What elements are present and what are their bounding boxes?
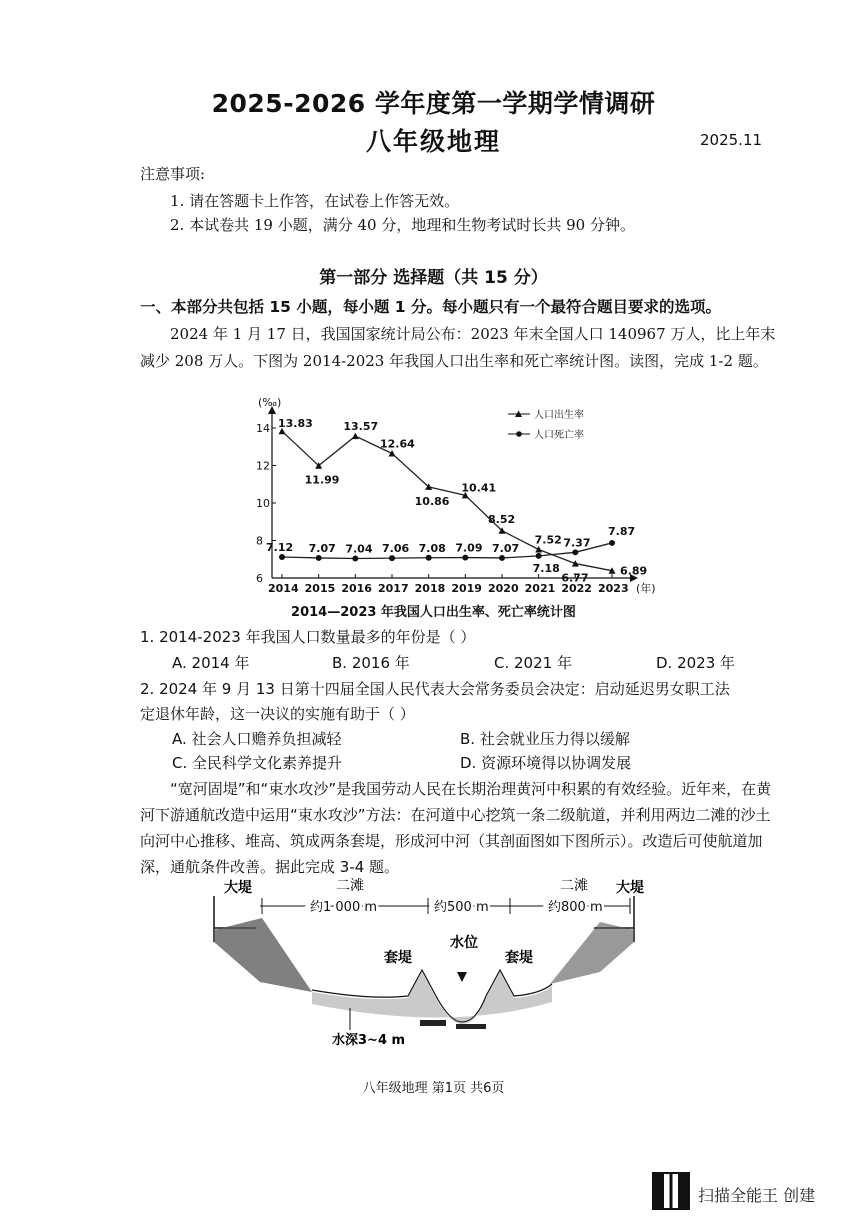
river-cross-section-diagram xyxy=(200,872,680,1052)
exam-date: 2025.11 xyxy=(700,131,763,149)
death-rate-data-label: 7.37 xyxy=(563,536,591,550)
birth-rate-point xyxy=(352,433,359,440)
middle-width-label: 约500 m xyxy=(434,900,489,915)
birth-rate-data-label: 12.64 xyxy=(380,437,415,451)
passage-yellow-river: “宽河固堤”和“束水攻沙”是我国劳动人民在长期治理黄河中积累的有效经验。近年来，在黄河下游通航改造中运用“束水攻沙”方法：在河道中心挖筑一条二级航道，并利用两边二滩的沙土向河中心推移、堆高、筑成两条套堤，形成河中河（其剖面图如下图所示）。改造后可使航道加深，通航条件改善。据此完成 3-4 题。 xyxy=(140,780,772,876)
death-rate-data-label: 7.07 xyxy=(308,541,336,555)
death-rate-point xyxy=(536,553,542,559)
question-1-stem: 1. 2014-2023 年我国人口数量最多的年份是（ ） xyxy=(140,628,476,646)
birth-rate-data-label: 13.57 xyxy=(343,420,379,434)
question-2-stem: 2. 2024 年 9 月 13 日第十四届全国人民代表大会常务委员会决定：启动延迟男女职工法 xyxy=(140,680,730,698)
x-tick-label: 2018 xyxy=(414,582,446,595)
q1-option-a: A. 2014 年 xyxy=(172,654,250,672)
q1-option-c: C. 2021 年 xyxy=(494,654,572,672)
notice-heading: 注意事项: xyxy=(140,165,206,183)
birth-rate-data-label: 10.41 xyxy=(461,481,497,495)
death-rate-data-label: 7.08 xyxy=(418,541,446,555)
death-rate-point xyxy=(499,555,505,561)
death-rate-data-label: 7.06 xyxy=(382,542,410,556)
legend-death-label: 人口死亡率 xyxy=(534,430,584,441)
section-instruction: 一、本部分共包括 15 小题，每小题 1 分。每小题只有一个最符合题目要求的选项。 xyxy=(140,298,721,316)
q2-option-c: C. 全民科学文化素养提升 xyxy=(172,754,343,772)
right-levee-label: 套堤 xyxy=(505,950,533,966)
x-tick-label: 2023 xyxy=(598,582,629,595)
death-rate-data-label: 7.18 xyxy=(532,561,560,575)
death-rate-point xyxy=(352,556,358,562)
q1-option-d: D. 2023 年 xyxy=(656,654,736,672)
water-depth-label: 水深3~4 m xyxy=(332,1033,406,1048)
population-rate-chart xyxy=(230,398,670,598)
birth-rate-data-label: 6.89 xyxy=(620,564,648,578)
x-tick-label: 2017 xyxy=(378,582,409,595)
y-axis-label: (‰) xyxy=(258,398,282,409)
notice-item: 2. 本试卷共 19 小题，满分 40 分，地理和生物考试时长共 90 分钟。 xyxy=(170,216,635,234)
left-width-label: 约1 000 m xyxy=(310,900,378,915)
right-dike-label: 大堤 xyxy=(616,880,644,896)
y-tick-label: 14 xyxy=(256,422,270,435)
birth-rate-point xyxy=(389,450,396,457)
water-level-label: 水位 xyxy=(450,935,478,951)
x-tick-label: 2014 xyxy=(268,582,299,595)
birth-rate-data-label: 7.52 xyxy=(534,533,562,547)
legend-birth-label: 人口出生率 xyxy=(534,410,584,421)
page-footer: 八年级地理 第1页 共6页 xyxy=(362,1081,505,1096)
right-width-label: 约800 m xyxy=(548,900,603,915)
death-rate-point xyxy=(426,555,432,561)
scanner-watermark: 扫描全能王 创建 xyxy=(698,1186,816,1205)
x-axis-label: (年) xyxy=(636,582,656,595)
x-tick-label: 2020 xyxy=(488,582,519,595)
y-tick-label: 12 xyxy=(256,459,270,473)
left-shoal-label: 二滩 xyxy=(336,878,364,894)
section-title: 第一部分 选择题（共 15 分） xyxy=(319,268,548,288)
x-tick-label: 2015 xyxy=(304,582,336,595)
death-rate-point xyxy=(316,555,322,561)
legend-death-marker xyxy=(516,431,522,437)
x-tick-label: 2019 xyxy=(451,582,482,595)
birth-rate-point xyxy=(535,546,542,553)
y-tick-label: 8 xyxy=(256,534,263,548)
death-rate-point xyxy=(389,555,395,561)
death-rate-data-label: 7.07 xyxy=(492,541,520,555)
x-tick-label: 2022 xyxy=(561,582,592,595)
question-2-stem-cont: 定退休年龄，这一决议的实施有助于（ ） xyxy=(140,705,415,723)
exam-title: 2025-2026 学年度第一学期学情调研 xyxy=(211,89,656,118)
left-levee-label: 套堤 xyxy=(384,950,412,966)
death-rate-data-label: 7.12 xyxy=(266,541,294,554)
x-tick-label: 2016 xyxy=(341,582,372,595)
qr-code-icon xyxy=(652,1172,690,1210)
q2-option-a: A. 社会人口赡养负担减轻 xyxy=(172,730,342,748)
death-rate-point xyxy=(462,555,468,561)
death-rate-point xyxy=(279,554,285,560)
water-level-triangle xyxy=(457,972,467,982)
passage-population: 2024 年 1 月 17 日，我国国家统计局公布：2023 年末全国人口 140967 万人，比上年末减少 208 万人。下图为 2014-2023 年我国人口出生率和死亡率统计图。读图，完成 1-2 题。 xyxy=(140,325,776,370)
death-rate-data-label: 7.87 xyxy=(608,524,636,538)
birth-rate-data-label: 11.99 xyxy=(304,473,340,487)
death-rate-data-label: 7.04 xyxy=(345,542,373,556)
birth-rate-data-label: 6.77 xyxy=(561,571,589,585)
q2-option-d: D. 资源环境得以协调发展 xyxy=(460,754,632,772)
x-tick-label: 2021 xyxy=(524,582,556,595)
chart-caption: 2014—2023 年我国人口出生率、死亡率统计图 xyxy=(291,605,576,620)
left-dike-label: 大堤 xyxy=(224,880,252,896)
y-tick-label: 6 xyxy=(256,572,263,585)
birth-rate-data-label: 8.52 xyxy=(488,512,516,526)
death-rate-point xyxy=(609,540,615,546)
notice-item: 1. 请在答题卡上作答，在试卷上作答无效。 xyxy=(170,192,460,210)
y-tick-label: 10 xyxy=(256,497,270,510)
subject-title: 八年级地理 xyxy=(365,127,501,156)
birth-rate-data-label: 13.83 xyxy=(278,417,313,431)
death-rate-data-label: 7.09 xyxy=(455,541,483,555)
death-rate-point xyxy=(572,549,578,555)
q2-option-b: B. 社会就业压力得以缓解 xyxy=(460,730,630,748)
right-shoal-label: 二滩 xyxy=(560,878,588,894)
q1-option-b: B. 2016 年 xyxy=(332,654,410,672)
birth-rate-data-label: 10.86 xyxy=(414,494,450,508)
